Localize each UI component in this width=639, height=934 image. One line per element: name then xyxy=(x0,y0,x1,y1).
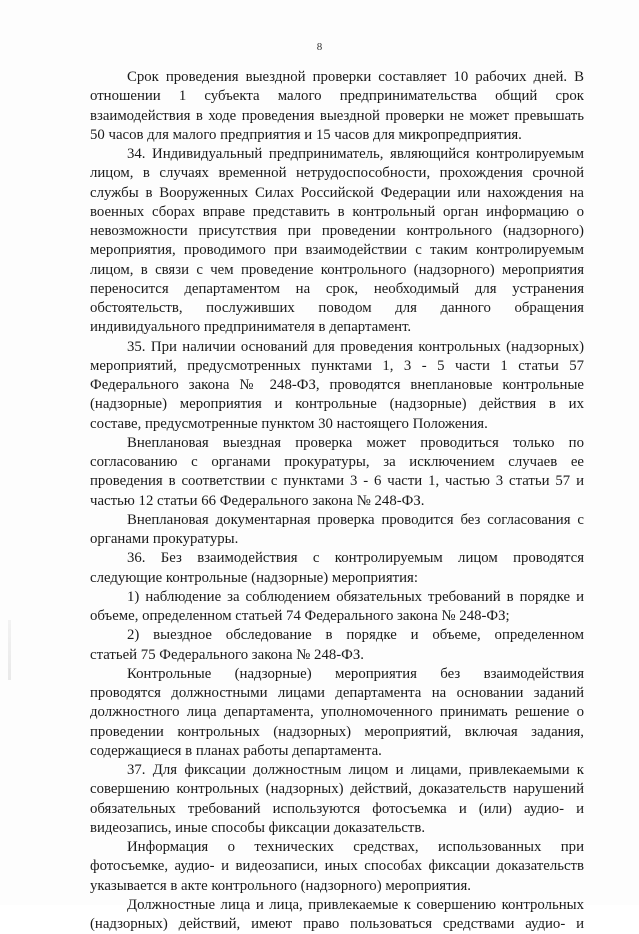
text-line: указывается в акте контрольного (надзорного) мероприятия. xyxy=(90,877,471,894)
text-line: (надзорные) мероприятия и контрольные (надзорные) действия в их xyxy=(90,396,584,413)
text-line: фотосъемке, аудио- и видеозаписи, иных способах фиксации доказательств xyxy=(90,858,584,875)
text-line: Федерального закона № 248-ФЗ, проводятся внеплановые контрольные xyxy=(90,377,584,393)
text-line: 34. Индивидуальный предприниматель, являющийся контролируемым xyxy=(127,146,584,162)
text-line: (надзорных) действий, имеют право пользоваться средствами аудио- и xyxy=(90,916,584,932)
text-line: 50 часов для малого предприятия и 15 часов для микропредприятия. xyxy=(90,126,522,143)
text-line: переносится департаментом на срок, необходимый для устранения xyxy=(90,280,584,297)
text-line: Срок проведения выездной проверки составляет 10 рабочих дней. В xyxy=(127,69,584,85)
text-line: невозможности присутствия при проведении контрольного (надзорного) xyxy=(90,223,584,239)
text-line: органами прокуратуры. xyxy=(90,531,239,547)
text-line: проведения в соответствии с пунктами 3 - 6 части 1, частью 3 статьи 57 и xyxy=(90,473,584,490)
text-line: составе, предусмотренные пунктом 30 настоящего Положения. xyxy=(90,415,488,432)
text-line: мероприятий, предусмотренных пунктами 1, 3 - 5 части 1 статьи 57 xyxy=(90,357,584,374)
text-line: индивидуального предпринимателя в департамент. xyxy=(90,319,412,336)
text-line: совершению контрольных (надзорных) действий, доказательств нарушений xyxy=(90,781,584,798)
text-line: Информация о технических средствах, использованных при xyxy=(127,839,584,855)
text-line: статьей 75 Федерального закона № 248-ФЗ. xyxy=(90,646,364,663)
text-line: объеме, определенном статьей 74 Федерального закона № 248-ФЗ; xyxy=(90,608,510,624)
page-number: 8 xyxy=(316,41,323,53)
text-line: отношении 1 субъекта малого предпринимательства общий срок xyxy=(90,88,584,105)
text-line: Должностные лица и лица, привлекаемые к совершению контрольных xyxy=(127,896,584,913)
text-line: частью 12 статьи 66 Федерального закона № 248-ФЗ. xyxy=(90,492,425,509)
text-line: лицом, в случаях временной нетрудоспособности, прохождения срочной xyxy=(90,165,584,182)
text-line: следующие контрольные (надзорные) мероприятия: xyxy=(90,569,418,586)
text-line: должностного лица департамента, уполномоченного принимать решение о xyxy=(90,704,584,721)
text-line: содержащиеся в планах работы департамента. xyxy=(90,742,382,759)
text-line: 1) наблюдение за соблюдением обязательных требований в порядке и xyxy=(127,588,584,605)
text-line: 36. Без взаимодействия с контролируемым лицом проводятся xyxy=(127,550,584,567)
text-line: обязательных требований используются фотосъемка и (или) аудио- и xyxy=(90,800,584,817)
document-body xyxy=(90,68,584,934)
text-line: лицом, в связи с чем проведение контрольного (надзорного) мероприятия xyxy=(90,261,584,278)
text-line: видеозапись, иные способы фиксации доказательств. xyxy=(90,819,426,836)
text-line: 37. Для фиксации должностным лицом и лицами, привлекаемыми к xyxy=(127,762,584,778)
text-line: мероприятия, проводимого при взаимодействии с таким контролируемым xyxy=(90,242,584,259)
text-line: проведении контрольных (надзорных) мероприятий, включая задания, xyxy=(90,723,584,740)
text-line: согласованию с органами прокуратуры, за исключением случаев ее xyxy=(90,454,584,470)
text-line: обстоятельств, послуживших поводом для данного обращения xyxy=(90,300,584,316)
text-line: Внеплановая выездная проверка может проводиться только по xyxy=(127,434,584,451)
text-line: Внеплановая документарная проверка проводится без согласования с xyxy=(127,511,584,528)
text-line: военных сборах вправе представить в контрольный орган информацию о xyxy=(90,203,584,220)
text-line: службы в Вооруженных Силах Российской Федерации или нахождения на xyxy=(90,184,584,201)
text-line: проводятся должностными лицами департамента на основании заданий xyxy=(90,685,584,701)
text-line: 2) выездное обследование в порядке и объеме, определенном xyxy=(127,627,584,644)
text-line: 35. При наличии оснований для проведения контрольных (надзорных) xyxy=(127,338,584,355)
text-line: Контрольные (надзорные) мероприятия без взаимодействия xyxy=(127,665,584,682)
scan-margin-shadow xyxy=(8,620,11,680)
text-line: взаимодействия в ходе проведения выездной проверки не может превышать xyxy=(90,107,584,124)
